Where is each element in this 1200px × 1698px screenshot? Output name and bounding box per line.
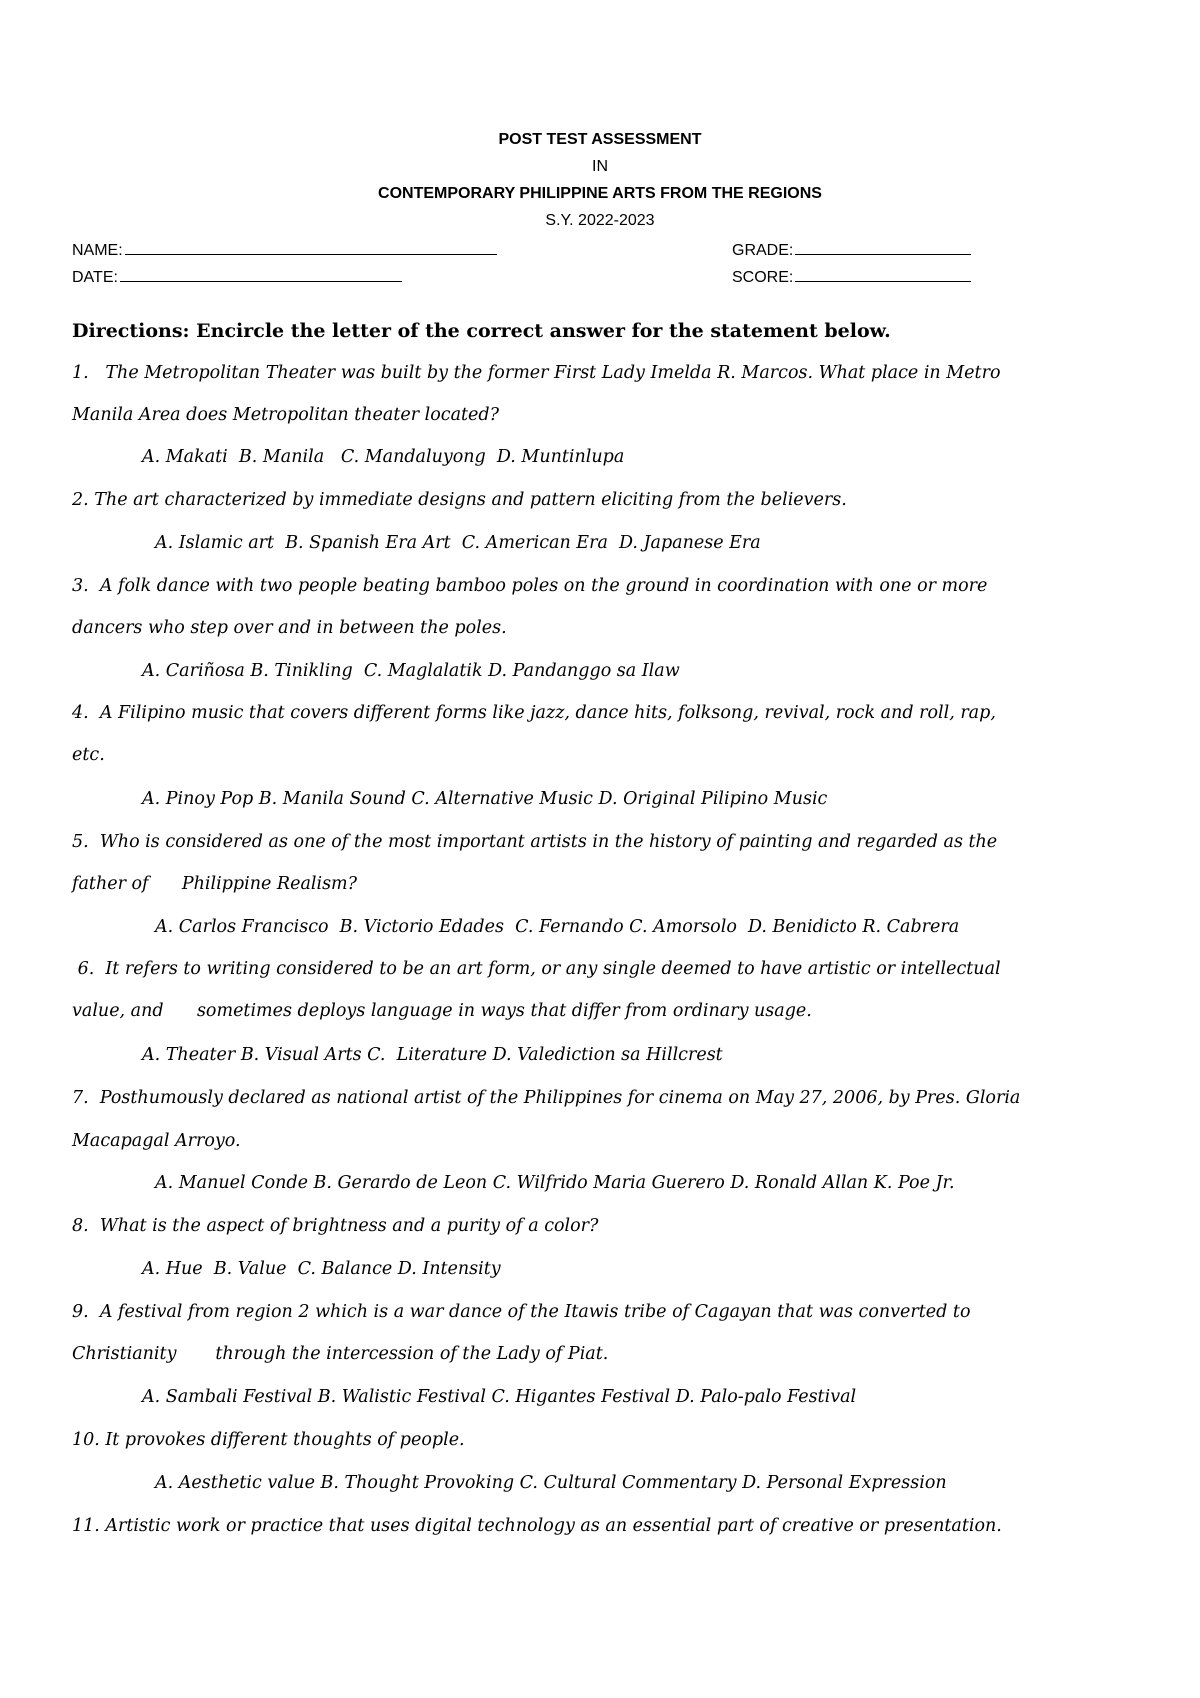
question-2-line-1: 2. The art characterized by immediate designs and pattern eliciting from the believers. bbox=[72, 490, 847, 510]
question-7-line-2: Macapagal Arroyo. bbox=[72, 1131, 241, 1151]
question-7-choices[interactable]: A. Manuel Conde B. Gerardo de Leon C. Wilfrido Maria Guerero D. Ronald Allan K. Poe Jr. bbox=[155, 1173, 955, 1193]
question-9-line-1: 9. A festival from region 2 which is a war dance of the Itawis tribe of Cagayan that was converted to bbox=[72, 1302, 971, 1322]
directions: Directions: Encircle the letter of the correct answer for the statement below. bbox=[72, 320, 891, 342]
question-10-line-1: 10. It provokes different thoughts of people. bbox=[72, 1430, 465, 1450]
date-label: DATE: bbox=[72, 269, 118, 286]
grade-label: GRADE: bbox=[732, 242, 794, 259]
question-4-line-1: 4. A Filipino music that covers different forms like jazz, dance hits, folksong, revival, rock and roll, rap, bbox=[72, 703, 996, 723]
score-blank[interactable] bbox=[795, 265, 971, 282]
name-label: NAME: bbox=[72, 242, 123, 259]
question-6-line-2: value, and sometimes deploys language in ways that differ from ordinary usage. bbox=[72, 1001, 812, 1021]
question-7-line-1: 7. Posthumously declared as national artist of the Philippines for cinema on May 27, 2006, by Pres. Gloria bbox=[72, 1088, 1021, 1108]
question-6-line-1: 6. It refers to writing considered to be an art form, or any single deemed to have artistic or intellectual bbox=[72, 959, 1001, 979]
date-blank[interactable] bbox=[120, 265, 402, 282]
question-5-line-1: 5. Who is considered as one of the most important artists in the history of painting and regarded as the bbox=[72, 832, 998, 852]
score-field[interactable] bbox=[732, 265, 971, 288]
score-label: SCORE: bbox=[732, 269, 794, 286]
school-year: S.Y. 2022-2023 bbox=[545, 212, 655, 229]
question-9-choices[interactable]: A. Sambali Festival B. Walistic Festival C. Higantes Festival D. Palo-palo Festival bbox=[142, 1387, 857, 1407]
question-10-choices[interactable]: A. Aesthetic value B. Thought Provoking C. Cultural Commentary D. Personal Expression bbox=[155, 1473, 947, 1493]
question-3-line-1: 3. A folk dance with two people beating bamboo poles on the ground in coordination with one or more bbox=[72, 576, 988, 596]
question-2-choices[interactable]: A. Islamic art B. Spanish Era Art C. American Era D. Japanese Era bbox=[155, 533, 761, 553]
question-5-choices[interactable]: A. Carlos Francisco B. Victorio Edades C. Fernando C. Amorsolo D. Benidicto R. Cabrera bbox=[155, 917, 960, 937]
question-11-line-1: 11. Artistic work or practice that uses digital technology as an essential part of creative or presentation. bbox=[72, 1516, 1002, 1536]
grade-field[interactable] bbox=[732, 238, 971, 261]
title-connector: IN bbox=[592, 158, 608, 175]
date-field[interactable] bbox=[72, 265, 402, 288]
question-1-line-2: Manila Area does Metropolitan theater located? bbox=[72, 405, 499, 425]
question-8-line-1: 8. What is the aspect of brightness and a purity of a color? bbox=[72, 1216, 599, 1236]
subject-title: CONTEMPORARY PHILIPPINE ARTS FROM THE REGIONS bbox=[378, 185, 822, 202]
question-6-choices[interactable]: A. Theater B. Visual Arts C. Literature D. Valediction sa Hillcrest bbox=[142, 1045, 723, 1065]
question-9-line-2: Christianity through the intercession of the Lady of Piat. bbox=[72, 1344, 609, 1364]
question-4-choices[interactable]: A. Pinoy Pop B. Manila Sound C. Alternative Music D. Original Pilipino Music bbox=[142, 789, 828, 809]
question-5-line-2: father of Philippine Realism? bbox=[72, 874, 358, 894]
question-4-line-2: etc. bbox=[72, 745, 105, 765]
question-3-choices[interactable]: A. Cariñosa B. Tinikling C. Maglalatik D. Pandanggo sa Ilaw bbox=[142, 661, 680, 681]
grade-blank[interactable] bbox=[795, 238, 971, 255]
question-1-line-1: 1. The Metropolitan Theater was built by the former First Lady Imelda R. Marcos. What place in Metro bbox=[72, 363, 1001, 383]
question-1-choices[interactable]: A. Makati B. Manila C. Mandaluyong D. Muntinlupa bbox=[142, 447, 625, 467]
test-title: POST TEST ASSESSMENT bbox=[498, 131, 702, 148]
name-field[interactable] bbox=[72, 238, 497, 261]
question-8-choices[interactable]: A. Hue B. Value C. Balance D. Intensity bbox=[142, 1259, 501, 1279]
name-blank[interactable] bbox=[125, 238, 497, 255]
question-3-line-2: dancers who step over and in between the poles. bbox=[72, 618, 507, 638]
